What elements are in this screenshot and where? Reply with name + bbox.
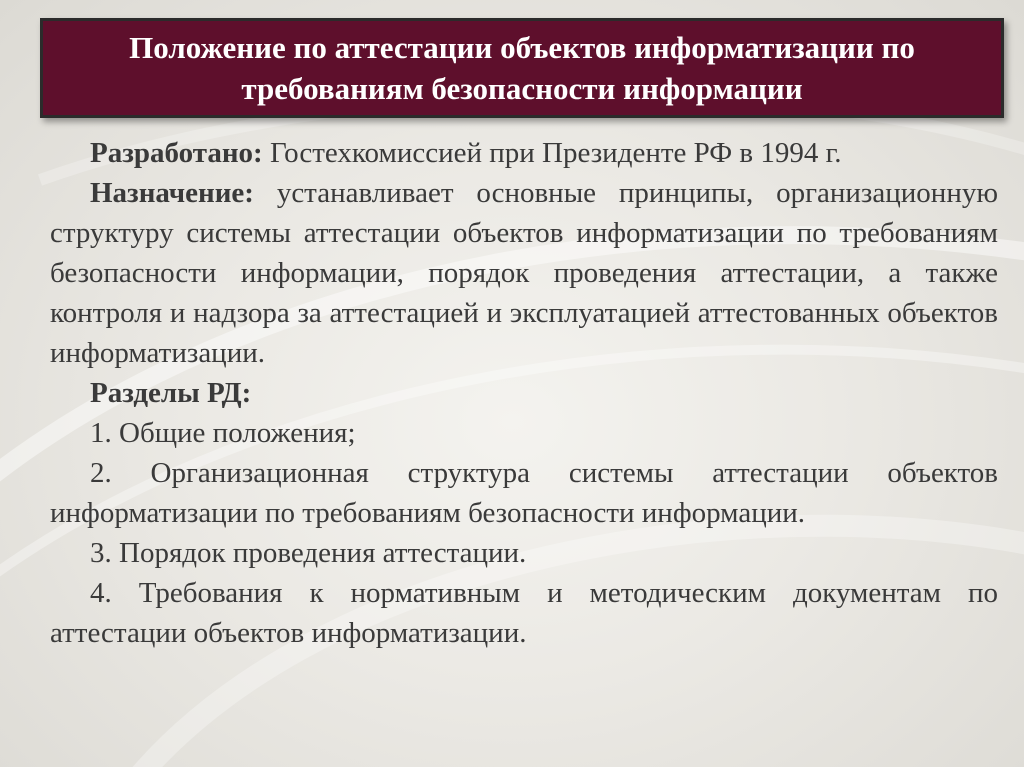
developed-paragraph bbox=[50, 133, 998, 173]
slide-title-line2: требованиям безопасности информации bbox=[241, 71, 803, 106]
slide-title-line1: Положение по аттестации объектов информатизации по bbox=[129, 30, 915, 65]
section-item-1: 1. Общие положения; bbox=[90, 417, 356, 449]
section-item-3: 3. Порядок проведения аттестации. bbox=[90, 537, 527, 569]
purpose-text: устанавливает основные принципы, организационную структуру системы аттестации объектов информатизации по требованиям безопасности информации, порядок проведения аттестации, а также контроля и надзора за аттестацией и эксплуатацией аттестованных объектов информатизации. bbox=[50, 177, 999, 369]
sections-heading bbox=[50, 373, 998, 413]
slide-title-box bbox=[40, 18, 1004, 118]
slide-body bbox=[50, 133, 998, 653]
purpose-label: Назначение: bbox=[90, 177, 254, 209]
sections-label: Разделы РД: bbox=[90, 377, 252, 409]
section-item-2: 2. Организационная структура системы аттестации объектов информатизации по требованиям безопасности информации. bbox=[50, 457, 998, 529]
slide-title bbox=[52, 27, 992, 109]
developed-label: Разработано: bbox=[90, 137, 263, 169]
section-item-4: 4. Требования к нормативным и методическим документам по аттестации объектов информатизации. bbox=[50, 577, 998, 649]
purpose-paragraph bbox=[50, 173, 998, 373]
developed-text: Гостехкомиссией при Президенте РФ в 1994 г. bbox=[269, 137, 842, 169]
